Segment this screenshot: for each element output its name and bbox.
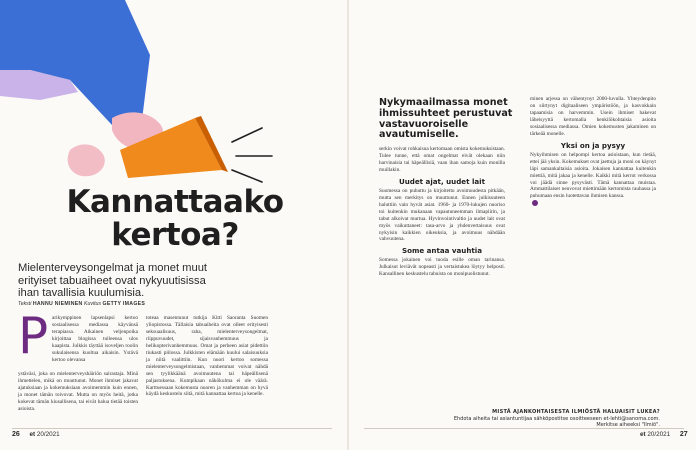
sleeve-shape xyxy=(0,0,150,125)
folio-left xyxy=(12,431,60,438)
magazine-name: et xyxy=(29,431,36,438)
issue-number: 20/2021 xyxy=(36,431,60,438)
body-paragraph: minen arjessa on vähentynyt 2000-luvulla. Yhteydenpito on siirtynyt digitaaliseen ympäristöön, ja kasvokkain tapaamisia on harvemmin. Usein ihmiset hakevat läheisyyttä kertomalla henkilökohtaisia asioita sosiaalisessa mediassa. Omien kokemusten jakaminen on tärkeää monelle. xyxy=(530,96,656,137)
body-paragraph: Nykyihmisen on helpompi kertoa asioistaan, kun tietää, ettei jää yksin. Kokemukset ovat jaettuja ja moni on käynyt läpi samankaltaisia asioita. Jokaisen kannattaa kuitenkin miettiä, mitä jakaa ja kenelle. Kaikki mitä kerrot verkossa voi jäädä sinne pysyvästi. Tämä kannattaa muistaa. Ammattilaiset neuvovat miettimään kertomista rauhassa ja puhumaan ensin luotettavan ihmisen kanssa. xyxy=(530,151,656,200)
subheading: Yksi on ja pysyy xyxy=(560,140,626,150)
subheading: Uudet ajat, uudet lait xyxy=(398,176,485,186)
folio-right xyxy=(640,431,688,438)
article-headline: Kannattaako kertoa? xyxy=(66,184,284,253)
magazine-name: et xyxy=(640,431,646,438)
issue-number: 20/2021 xyxy=(647,431,671,438)
footer-rule xyxy=(364,428,684,429)
end-mark-icon xyxy=(532,200,538,206)
body-paragraph: Suomessa on puhuttu ja kirjoitettu avoimuudesta pitkään, mutta sen merkitys on muuttunut. Ennen julkisuuteen haluttiin vain hyvät asiat. 1960- ja 1970-lukujen nuoriso toi kuitenkin mukanaan vapautuneemman ilmapiirin, ja tabut alkoivat murtua. Hyvinvointivaltio ja uudet lait ovat myös vaikuttaneet: tasa-arvo ja yhdenvertaisuus ovat nykyisin kaikkien oikeuksia, ja avoimuus nähdään vahvuutena. xyxy=(379,187,505,243)
body-column-4 xyxy=(530,96,656,208)
body-column-1b: ystäväsi, joka on mielenterveyshäiriön sairastaja. Minä ihmettelen, mikä on muuttunut. Monet ihmiset jakavat ajatuksiaan ja kokemuksiaan avoimemmin kuin ennen, ja monet tämän toivovat. Mutta on myös heitä, jotka kokevat tämän kiusallisena, tai eivät halua tietää toisten asioista. xyxy=(18,371,138,412)
callout-line: Ehdota aiheita tai asiantuntijaa sähköpostitse osoitteeseen et-lehti@sanoma.com. xyxy=(453,415,660,422)
callout-question: MISTÄ AJANKOHTAISESTA ILMIÖSTÄ HALUAISIT LUKEA? xyxy=(492,409,660,415)
page-number: 27 xyxy=(679,431,688,438)
drop-cap: P xyxy=(18,307,49,365)
body-column-1a: arikymppinen lapsenlapsi kertoo sosiaalisessa mediassa käyvänsä terapiassa. Aikainen veljenpoika kirjoittaa blogissa tulleensa ulos kaapista. Julkkis täyttää isoveljen roolin sukulaisensa kuoltua aikaisin. Ystävä kertoo olevansa xyxy=(52,315,138,363)
body-column-3 xyxy=(379,146,505,278)
body-paragraph: Somessa jokainen voi tuoda esille oman tarinansa. Julkaisut leviävät nopeasti ja vertaistukea löytyy helposti. Kansallinen keskustelu tabuista on monipuolistunut. xyxy=(379,257,505,278)
subheading: Some antaa vauhtia xyxy=(401,246,483,256)
footer-rule xyxy=(12,428,332,429)
reader-callout xyxy=(380,409,660,429)
pull-quote: Nykymaailmassa monet ihmissuhteet perustuvat vastavuoroiselle avautumiselle. xyxy=(379,97,513,141)
article-lead: Mielenterveysongelmat ja monet muut erityiset tabuaiheet ovat nykyuutisissa ihan tavallisia kuulumisia. xyxy=(18,262,208,300)
body-column-2: toteaa masentunut tutkija Kitti Saoranta Suomen yliopistossa. Tällaisia tabuaiheita ovat olleet erityisesti seksuaalisuus, raha, mielenterveysongelmat, riippuvuudet, sijaisvanhemmuus ja helikopterivanhemmuus. Omat ja perheen asiat pidettiin tiukasti piilossa. Julkkisten elämään kuului salaisuuksia ja niitä vaalittiin. Kun nuori kertoo somessa mielenterveysongelmistaan, vanhemmat voivat nähdä sen tyylikkäänä avoimuutena tai häpeällisenä paljastuksena. Kumpikaan näkökulma ei ole väärä. Karttuessaan kokemusta nuoren ja vanhemman on hyvä käydä keskustelu siitä, mitä kannattaa kertoa ja kenelle. xyxy=(146,315,268,398)
byline: Teksti HANNU NIEMINEN Kuvitus GETTY IMAGES xyxy=(18,301,146,307)
page-number: 26 xyxy=(12,431,20,438)
megaphone-illustration xyxy=(0,0,347,185)
callout-line: Merkitse aiheeksi "Ilmiö". xyxy=(596,422,660,429)
body-paragraph: serkin voivat rohkaisua kertomaan omista kokemuksistaan. Tulee tunne, että omat ongelmat eivät olekaan niin harvinaisia tai häpeällisiä, vaan ihan samoja kuin monilla muillakin. xyxy=(379,146,505,173)
